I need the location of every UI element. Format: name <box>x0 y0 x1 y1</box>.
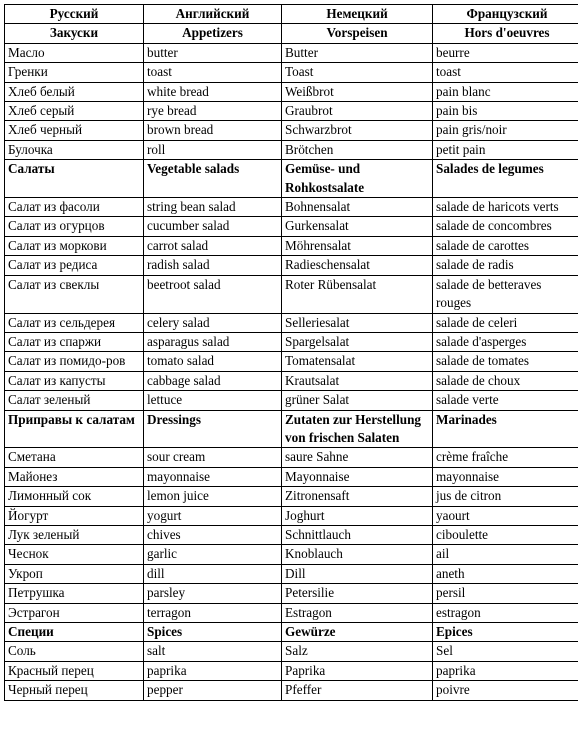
cell-french: crème fraîche <box>433 448 578 467</box>
section-title-russian: Специи <box>5 623 144 642</box>
table-row <box>5 82 578 101</box>
cell-german: Joghurt <box>282 506 433 525</box>
cell-french: salade verte <box>433 391 578 410</box>
cell-french: beurre <box>433 43 578 62</box>
cell-russian: Салат из редиса <box>5 256 144 275</box>
cell-french: jus de citron <box>433 487 578 506</box>
cell-french: salade de betteraves rouges <box>433 275 578 313</box>
cell-german: Salz <box>282 642 433 661</box>
cell-english: terragon <box>144 603 282 622</box>
cell-german: Brötchen <box>282 140 433 159</box>
table-row <box>5 487 578 506</box>
section-title-german: Vorspeisen <box>282 24 433 43</box>
cell-french: salade de concombres <box>433 217 578 236</box>
cell-russian: Салат из капусты <box>5 371 144 390</box>
table-row <box>5 391 578 410</box>
cell-french: mayonnaise <box>433 467 578 486</box>
section-title-french: Hors d'oeuvres <box>433 24 578 43</box>
cell-german: Roter Rübensalat <box>282 275 433 313</box>
cell-english: garlic <box>144 545 282 564</box>
cell-german: Knoblauch <box>282 545 433 564</box>
cell-french: poivre <box>433 681 578 700</box>
cell-german: Estragon <box>282 603 433 622</box>
cell-german: Schwarzbrot <box>282 121 433 140</box>
table-row <box>5 217 578 236</box>
cell-german: Radieschensalat <box>282 256 433 275</box>
cell-english: mayonnaise <box>144 467 282 486</box>
cell-french: ciboulette <box>433 525 578 544</box>
cell-russian: Салат из помидо-ров <box>5 352 144 371</box>
cell-french: yaourt <box>433 506 578 525</box>
cell-german: saure Sahne <box>282 448 433 467</box>
language-header-english: Английский <box>144 5 282 24</box>
cell-russian: Черный перец <box>5 681 144 700</box>
cell-german: Krautsalat <box>282 371 433 390</box>
cell-french: pain blanc <box>433 82 578 101</box>
cell-french: Sel <box>433 642 578 661</box>
section-title-russian: Салаты <box>5 160 144 198</box>
section-header-row <box>5 410 578 448</box>
table-row <box>5 332 578 351</box>
cell-french: paprika <box>433 661 578 680</box>
table-row <box>5 545 578 564</box>
cell-russian: Эстрагон <box>5 603 144 622</box>
table-row <box>5 681 578 700</box>
cell-french: pain gris/noir <box>433 121 578 140</box>
cell-english: chives <box>144 525 282 544</box>
cell-english: string bean salad <box>144 198 282 217</box>
cell-russian: Лук зеленый <box>5 525 144 544</box>
cell-german: Mayonnaise <box>282 467 433 486</box>
cell-russian: Салат зеленый <box>5 391 144 410</box>
cell-german: Butter <box>282 43 433 62</box>
cell-german: Toast <box>282 63 433 82</box>
cell-russian: Хлеб серый <box>5 102 144 121</box>
cell-russian: Масло <box>5 43 144 62</box>
cell-english: lettuce <box>144 391 282 410</box>
section-header-row <box>5 160 578 198</box>
cell-english: sour cream <box>144 448 282 467</box>
cell-english: cabbage salad <box>144 371 282 390</box>
cell-german: Zitronensaft <box>282 487 433 506</box>
section-header-row <box>5 623 578 642</box>
cell-english: yogurt <box>144 506 282 525</box>
cell-russian: Соль <box>5 642 144 661</box>
cell-russian: Укроп <box>5 564 144 583</box>
cell-russian: Салат из спаржи <box>5 332 144 351</box>
cell-english: toast <box>144 63 282 82</box>
cell-french: salade de carottes <box>433 236 578 255</box>
cell-english: white bread <box>144 82 282 101</box>
table-row <box>5 121 578 140</box>
cell-french: petit pain <box>433 140 578 159</box>
cell-english: dill <box>144 564 282 583</box>
section-title-german: Gemüse- und Rohkostsalate <box>282 160 433 198</box>
language-header-german: Немецкий <box>282 5 433 24</box>
table-row <box>5 313 578 332</box>
cell-russian: Сметана <box>5 448 144 467</box>
cell-german: Selleriesalat <box>282 313 433 332</box>
cell-english: lemon juice <box>144 487 282 506</box>
cell-russian: Гренки <box>5 63 144 82</box>
section-title-english: Appetizers <box>144 24 282 43</box>
cell-german: Möhrensalat <box>282 236 433 255</box>
table-row <box>5 564 578 583</box>
cell-english: beetroot salad <box>144 275 282 313</box>
cell-german: grüner Salat <box>282 391 433 410</box>
table-row <box>5 102 578 121</box>
cell-german: Weißbrot <box>282 82 433 101</box>
table-row <box>5 467 578 486</box>
cell-english: cucumber salad <box>144 217 282 236</box>
section-title-english: Spices <box>144 623 282 642</box>
cell-german: Bohnensalat <box>282 198 433 217</box>
cell-english: brown bread <box>144 121 282 140</box>
language-header-russian: Русский <box>5 5 144 24</box>
cell-english: rye bread <box>144 102 282 121</box>
cell-french: salade de tomates <box>433 352 578 371</box>
cell-french: salade d'asperges <box>433 332 578 351</box>
cell-english: butter <box>144 43 282 62</box>
section-title-french: Marinades <box>433 410 578 448</box>
cell-french: estragon <box>433 603 578 622</box>
vocabulary-table-body <box>5 5 578 701</box>
cell-german: Schnittlauch <box>282 525 433 544</box>
cell-german: Petersilie <box>282 584 433 603</box>
table-row <box>5 525 578 544</box>
section-header-row <box>5 24 578 43</box>
cell-russian: Салат из фасоли <box>5 198 144 217</box>
cell-french: aneth <box>433 564 578 583</box>
cell-english: radish salad <box>144 256 282 275</box>
cell-german: Paprika <box>282 661 433 680</box>
cell-english: tomato salad <box>144 352 282 371</box>
cell-french: persil <box>433 584 578 603</box>
cell-english: pepper <box>144 681 282 700</box>
language-header-french: Французский <box>433 5 578 24</box>
table-row <box>5 43 578 62</box>
cell-german: Pfeffer <box>282 681 433 700</box>
cell-english: roll <box>144 140 282 159</box>
table-row <box>5 140 578 159</box>
cell-russian: Лимонный сок <box>5 487 144 506</box>
cell-french: salade de haricots verts <box>433 198 578 217</box>
cell-russian: Майонез <box>5 467 144 486</box>
table-row <box>5 63 578 82</box>
cell-russian: Хлеб черный <box>5 121 144 140</box>
table-row <box>5 352 578 371</box>
cell-russian: Хлеб белый <box>5 82 144 101</box>
cell-russian: Салат из свеклы <box>5 275 144 313</box>
table-row <box>5 198 578 217</box>
cell-french: toast <box>433 63 578 82</box>
section-title-russian: Закуски <box>5 24 144 43</box>
table-row <box>5 661 578 680</box>
section-title-russian: Приправы к салатам <box>5 410 144 448</box>
cell-russian: Красный перец <box>5 661 144 680</box>
table-row <box>5 506 578 525</box>
section-title-french: Salades de legumes <box>433 160 578 198</box>
cell-russian: Чеснок <box>5 545 144 564</box>
section-title-french: Epices <box>433 623 578 642</box>
cell-english: carrot salad <box>144 236 282 255</box>
section-title-english: Dressings <box>144 410 282 448</box>
cell-russian: Йогурт <box>5 506 144 525</box>
cell-russian: Булочка <box>5 140 144 159</box>
cell-english: salt <box>144 642 282 661</box>
cell-french: salade de celeri <box>433 313 578 332</box>
section-title-english: Vegetable salads <box>144 160 282 198</box>
cell-german: Tomatensalat <box>282 352 433 371</box>
cell-german: Gurkensalat <box>282 217 433 236</box>
cell-french: salade de choux <box>433 371 578 390</box>
section-title-german: Zutaten zur Herstellung von frischen Salaten <box>282 410 433 448</box>
language-header-row <box>5 5 578 24</box>
cell-russian: Салат из сельдерея <box>5 313 144 332</box>
cell-russian: Салат из огурцов <box>5 217 144 236</box>
table-row <box>5 371 578 390</box>
cell-russian: Салат из моркови <box>5 236 144 255</box>
table-row <box>5 584 578 603</box>
cell-german: Graubrot <box>282 102 433 121</box>
section-title-german: Gewürze <box>282 623 433 642</box>
cell-russian: Петрушка <box>5 584 144 603</box>
cell-english: asparagus salad <box>144 332 282 351</box>
cell-french: ail <box>433 545 578 564</box>
table-row <box>5 448 578 467</box>
cell-french: salade de radis <box>433 256 578 275</box>
cell-german: Dill <box>282 564 433 583</box>
cell-english: parsley <box>144 584 282 603</box>
table-row <box>5 236 578 255</box>
vocabulary-table <box>4 4 578 701</box>
table-row <box>5 275 578 313</box>
cell-french: pain bis <box>433 102 578 121</box>
cell-english: paprika <box>144 661 282 680</box>
cell-english: celery salad <box>144 313 282 332</box>
cell-german: Spargelsalat <box>282 332 433 351</box>
table-row <box>5 603 578 622</box>
table-row <box>5 256 578 275</box>
table-row <box>5 642 578 661</box>
